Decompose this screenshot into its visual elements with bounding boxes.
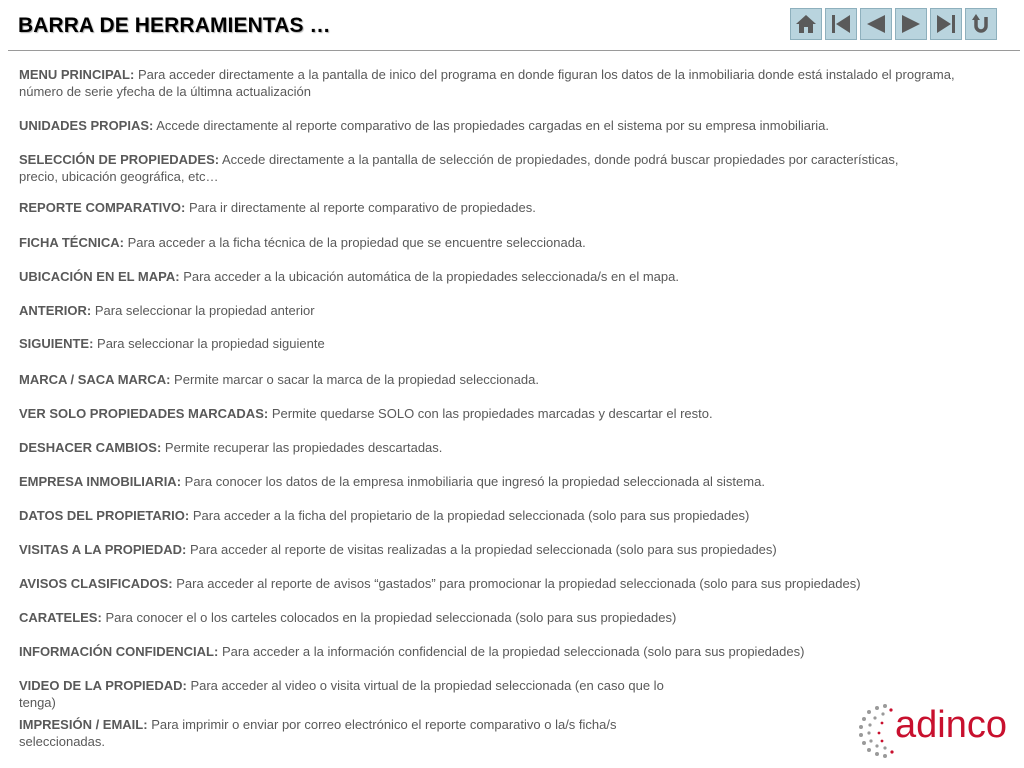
item-marca-saca-marca: MARCA / SACA MARCA: Permite marcar o sacar la marca de la propiedad seleccionada. xyxy=(19,372,539,387)
last-button[interactable] xyxy=(930,8,962,40)
last-icon xyxy=(934,12,958,36)
item-seleccion-de-propiedades: SELECCIÓN DE PROPIEDADES: Accede directamente a la pantalla de selección de propiedades, donde podrá buscar propiedades por características, precio, ubicación geográfica, etc… xyxy=(19,152,899,184)
item-siguiente: SIGUIENTE: Para seleccionar la propiedad siguiente xyxy=(19,336,325,351)
item-unidades-propias: UNIDADES PROPIAS: Accede directamente al reporte comparativo de las propiedades cargadas en el sistema por su empresa inmobiliaria. xyxy=(19,118,830,133)
home-button[interactable] xyxy=(790,8,822,40)
logo-text: adinco xyxy=(895,704,1007,746)
item-deshacer-cambios: DESHACER CAMBIOS: Permite recuperar las propiedades descartadas. xyxy=(19,440,443,455)
item-ver-solo-propiedades-marcadas: VER SOLO PROPIEDADES MARCADAS: Permite quedarse SOLO con las propiedades marcadas y descartar el resto. xyxy=(19,406,713,421)
logo-dots-icon xyxy=(855,700,899,760)
item-visitas-a-la-propiedad: VISITAS A LA PROPIEDAD: Para acceder al reporte de visitas realizadas a la propiedad seleccionada (solo para sus propiedades) xyxy=(19,542,777,557)
item-anterior: ANTERIOR: Para seleccionar la propiedad anterior xyxy=(19,303,315,318)
item-informacion-confidencial: INFORMACIÓN CONFIDENCIAL: Para acceder a la información confidencial de la propiedad seleccionada (solo para sus propiedades) xyxy=(19,644,805,659)
toolbar-description-list xyxy=(19,66,999,750)
adinco-logo xyxy=(855,700,1015,760)
item-carateles: CARATELES: Para conocer el o los carteles colocados en la propiedad seleccionada (solo para sus propiedades) xyxy=(19,610,677,625)
previous-button[interactable] xyxy=(860,8,892,40)
item-reporte-comparativo: REPORTE COMPARATIVO: Para ir directamente al reporte comparativo de propiedades. xyxy=(19,200,536,215)
item-empresa-inmobiliaria: EMPRESA INMOBILIARIA: Para conocer los datos de la empresa inmobiliaria que ingresó la propiedad seleccionada al sistema. xyxy=(19,474,765,489)
return-icon xyxy=(969,12,993,36)
next-button[interactable] xyxy=(895,8,927,40)
page-title: BARRA DE HERRAMIENTAS … xyxy=(18,14,331,37)
home-icon xyxy=(794,12,818,36)
return-button[interactable] xyxy=(965,8,997,40)
item-video-de-la-propiedad: VIDEO DE LA PROPIEDAD: Para acceder al video o visita virtual de la propiedad seleccionada (en caso que lo tenga) xyxy=(19,678,664,710)
first-button[interactable] xyxy=(825,8,857,40)
item-ubicacion-en-el-mapa: UBICACIÓN EN EL MAPA: Para acceder a la ubicación automática de la propiedades seleccionada/s en el mapa. xyxy=(19,269,679,284)
next-icon xyxy=(899,12,923,36)
item-ficha-tecnica: FICHA TÉCNICA: Para acceder a la ficha técnica de la propiedad que se encuentre seleccionada. xyxy=(19,235,586,250)
item-impresion-email: IMPRESIÓN / EMAIL: Para imprimir o enviar por correo electrónico el reporte comparativo o la/s ficha/s seleccionadas. xyxy=(19,717,617,749)
item-menu-principal: MENU PRINCIPAL: Para acceder directamente a la pantalla de inico del programa en donde figuran los datos de la inmobiliaria donde está instalado el programa, número de serie yfecha de la últimna actualización xyxy=(19,67,955,99)
first-icon xyxy=(829,12,853,36)
item-avisos-clasificados: AVISOS CLASIFICADOS: Para acceder al reporte de avisos “gastados” para promocionar la propiedad seleccionada (solo para sus propiedades) xyxy=(19,576,861,591)
previous-icon xyxy=(864,12,888,36)
header-divider xyxy=(8,50,1020,51)
item-datos-del-propietario: DATOS DEL PROPIETARIO: Para acceder a la ficha del propietario de la propiedad seleccionada (solo para sus propiedades) xyxy=(19,508,750,523)
navigation-toolbar xyxy=(790,8,997,40)
